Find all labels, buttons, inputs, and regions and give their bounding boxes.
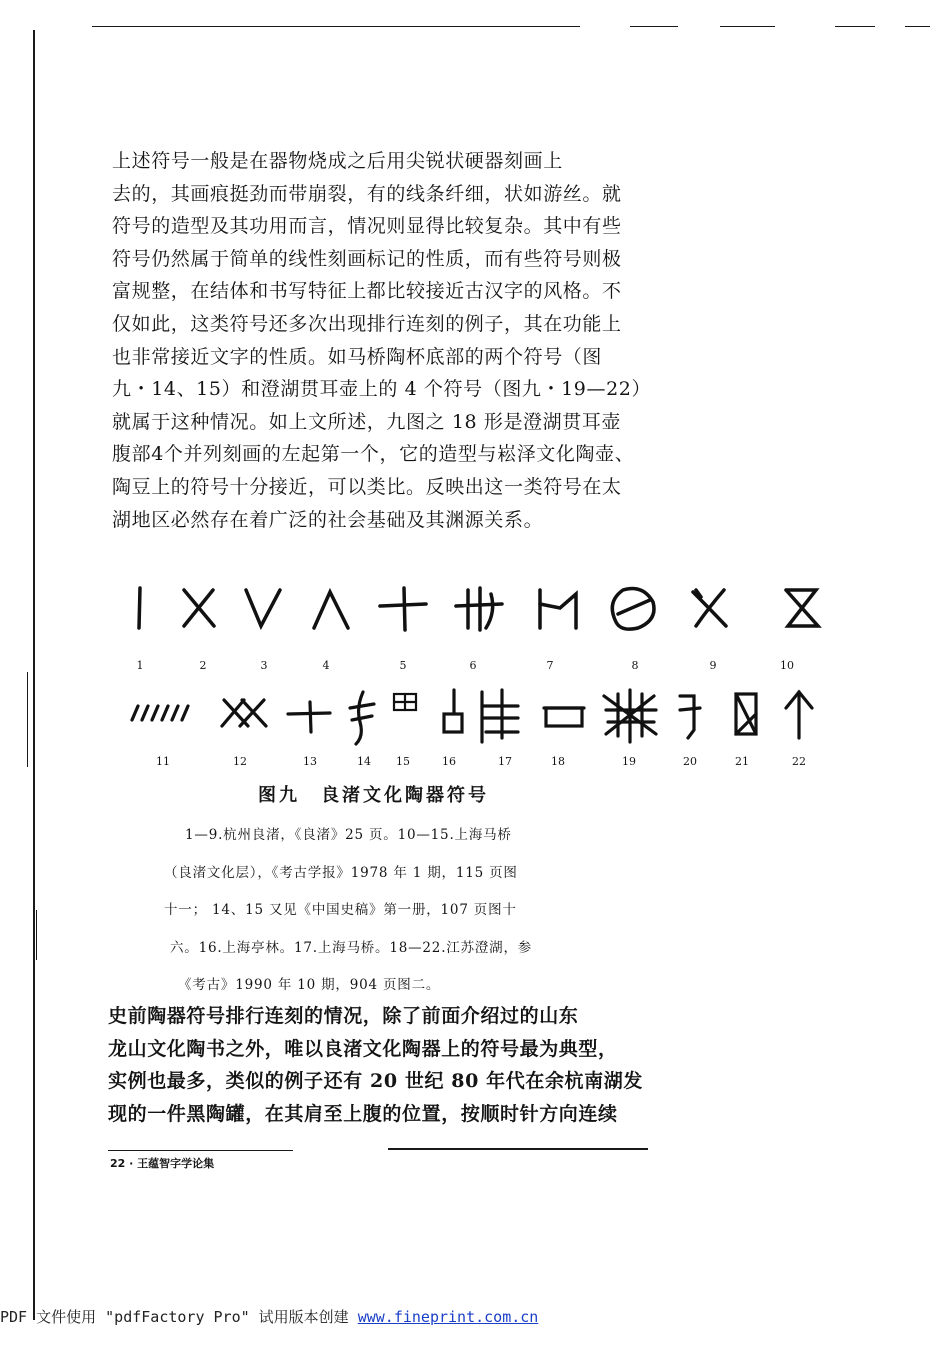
pottery-symbol-12 xyxy=(222,700,266,726)
text-line: 陶豆上的符号十分接近，可以类比。反映出这一类符号在太 xyxy=(112,475,622,498)
symbol-number: 8 xyxy=(631,659,639,672)
text-line: 上述符号一般是在器物烧成之后用尖锐状硬器刻画上 xyxy=(112,150,563,172)
left-margin-rule xyxy=(33,30,35,1320)
left-edge-mark xyxy=(27,672,28,767)
text-line: 现的一件黑陶罐，在其肩至上腹的位置，按顺时针方向连续 xyxy=(108,1102,618,1125)
symbol-number: 15 xyxy=(396,755,410,768)
symbol-number: 19 xyxy=(622,755,636,768)
symbol-number: 5 xyxy=(399,659,407,672)
note-line: （良渚文化层），《考古学报》1978 年 1 期，115 页图 xyxy=(164,864,518,881)
text-line: 实例也最多，类似的例子还有 20 世纪 80 年代在余杭南湖发 xyxy=(108,1070,643,1093)
pottery-symbol-11 xyxy=(132,706,188,720)
top-rule-fragment xyxy=(905,26,930,27)
figure-notes xyxy=(150,817,532,1005)
pottery-symbol-1 xyxy=(139,588,140,628)
body-paragraph-1 xyxy=(112,145,651,536)
pottery-symbol-21 xyxy=(736,694,756,734)
symbol-number: 1 xyxy=(136,659,144,672)
pottery-symbol-9 xyxy=(693,590,726,626)
pottery-symbol-6 xyxy=(456,588,502,630)
text-line: 去的，其画痕挺劲而带崩裂，有的线条纤细，状如游丝。就 xyxy=(112,182,622,205)
symbol-numbers-row-1 xyxy=(0,659,952,675)
symbol-number: 21 xyxy=(735,755,749,768)
pottery-symbol-5 xyxy=(380,588,426,630)
symbol-number: 6 xyxy=(469,659,477,672)
page-footer: 22 · 王蕴智字学论集 xyxy=(110,1157,215,1170)
text-line: 富规整，在结体和书写特征上都比较接近古汉字的风格。不 xyxy=(112,280,622,303)
symbol-number: 20 xyxy=(683,755,697,768)
note-line: 六。16.上海亭林。17.上海马桥。18—22.江苏澄湖，参 xyxy=(170,939,533,956)
pottery-symbol-8 xyxy=(612,589,654,630)
symbol-number: 14 xyxy=(357,755,371,768)
pottery-symbol-15 xyxy=(394,694,416,710)
symbol-row-2 xyxy=(118,686,828,746)
pottery-symbol-19 xyxy=(604,690,656,742)
pottery-symbol-18 xyxy=(544,708,584,726)
footer-rule xyxy=(388,1148,648,1150)
note-line: 《考古》1990 年 10 期，904 页图二。 xyxy=(178,977,441,994)
top-rule-fragment xyxy=(630,26,678,27)
symbol-number: 13 xyxy=(303,755,317,768)
symbol-number: 3 xyxy=(260,659,268,672)
symbol-row-1 xyxy=(118,582,828,637)
pdf-notice-text: PDF 文件使用 "pdfFactory Pro" 试用版本创建 xyxy=(0,1308,358,1326)
symbol-number: 2 xyxy=(199,659,207,672)
pottery-symbol-10 xyxy=(786,590,818,626)
pottery-symbol-4 xyxy=(314,592,348,628)
symbol-numbers-row-2 xyxy=(0,755,952,771)
pottery-symbol-2 xyxy=(184,590,214,626)
text-line: 九・14、15）和澄湖贯耳壶上的 4 个符号（图九・19—22） xyxy=(112,378,652,401)
symbol-number: 18 xyxy=(551,755,565,768)
symbol-number: 10 xyxy=(780,659,794,672)
pottery-symbol-13 xyxy=(288,702,330,732)
note-line: 1—9.杭州良渚，《良渚》25 页。10—15.上海马桥 xyxy=(185,827,512,843)
pottery-symbol-20 xyxy=(680,696,700,738)
symbol-number: 22 xyxy=(792,755,806,768)
top-rule xyxy=(92,26,580,27)
pdf-watermark-line xyxy=(0,1306,538,1327)
pottery-symbol-22 xyxy=(786,692,812,738)
pottery-symbol-7 xyxy=(540,590,576,628)
text-line: 湖地区必然存在着广泛的社会基础及其渊源关系。 xyxy=(112,508,544,531)
pottery-symbol-17 xyxy=(482,690,518,742)
symbol-number: 4 xyxy=(322,659,330,672)
body-paragraph-2 xyxy=(108,1000,643,1130)
pottery-symbol-14 xyxy=(350,692,374,744)
text-line: 符号的造型及其功用而言，情况则显得比较复杂。其中有些 xyxy=(112,215,622,238)
text-line: 就属于这种情况。如上文所述，九图之 18 形是澄湖贯耳壶 xyxy=(112,410,622,433)
text-line: 史前陶器符号排行连刻的情况，除了前面介绍过的山东 xyxy=(108,1005,579,1027)
pdf-notice-link[interactable]: www.fineprint.com.cn xyxy=(357,1308,539,1326)
symbol-number: 9 xyxy=(709,659,717,672)
top-rule-fragment xyxy=(835,26,875,27)
left-edge-mark xyxy=(36,910,37,960)
symbol-number: 7 xyxy=(546,659,554,672)
note-line: 十一； 14、15 又见《中国史稿》第一册，107 页图十 xyxy=(164,902,517,919)
text-line: 仅如此，这类符号还多次出现排行连刻的例子，其在功能上 xyxy=(112,312,622,335)
text-line: 龙山文化陶书之外，唯以良渚文化陶器上的符号最为典型， xyxy=(108,1037,618,1060)
text-line: 也非常接近文字的性质。如马桥陶杯底部的两个符号（图 xyxy=(112,345,603,368)
pottery-symbol-3 xyxy=(246,590,280,626)
text-line: 腹部4个并列刻画的左起第一个，它的造型与崧泽文化陶壶、 xyxy=(112,443,635,466)
figure-caption: 图九 良渚文化陶器符号 xyxy=(258,785,489,806)
text-line: 符号仍然属于简单的线性刻画标记的性质，而有些符号则极 xyxy=(112,247,622,270)
footer-rule xyxy=(108,1150,293,1151)
symbol-number: 12 xyxy=(233,755,247,768)
symbol-number: 17 xyxy=(498,755,512,768)
top-rule-fragment xyxy=(720,26,775,27)
symbol-number: 11 xyxy=(156,755,170,768)
pottery-symbol-16 xyxy=(444,690,462,732)
symbol-number: 16 xyxy=(442,755,456,768)
